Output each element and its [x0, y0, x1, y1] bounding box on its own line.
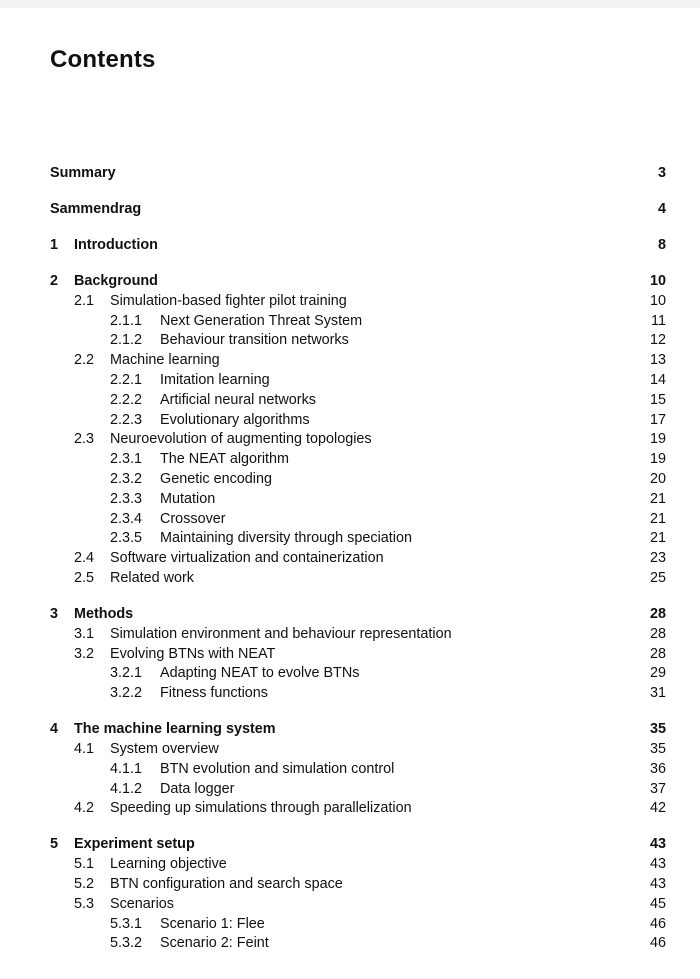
toc-entry-page-number: 43 [649, 876, 666, 892]
toc-entry-number: 1 [50, 237, 59, 253]
toc-entry-number: 2.1.1 [110, 312, 143, 329]
toc-entry-3-2-evolving-btns-with-neat[interactable] [0, 644, 700, 664]
toc-entry-2-5-related-work[interactable] [0, 568, 700, 588]
toc-entry-title: Behaviour transition networks [160, 332, 349, 349]
toc-entry-page-number: 19 [649, 451, 666, 468]
toc-entry-page-number: 28 [649, 606, 666, 622]
toc-entry-page-number: 25 [649, 570, 666, 586]
toc-entry-page-number: 4 [657, 201, 666, 217]
toc-entry-2-2-2-artificial-neural-networks[interactable] [0, 390, 700, 410]
toc-entry-title: Evolving BTNs with NEAT [110, 645, 276, 662]
toc-entry-page-number: 15 [649, 391, 666, 408]
toc-entry-2-2-3-evolutionary-algorithms[interactable] [0, 410, 700, 430]
toc-entry-2-3-3-mutation[interactable] [0, 489, 700, 509]
toc-entry-number: 2.2.2 [110, 391, 143, 408]
toc-entry-number: 2.4 [74, 550, 95, 567]
toc-entry-page-number: 45 [649, 895, 666, 912]
toc-entry-5-2-btn-configuration-and-search-space[interactable] [0, 874, 700, 894]
toc-entry-number: 2.2.3 [110, 411, 143, 428]
toc-entry-page-number: 12 [649, 332, 666, 349]
toc-entry-2-1-1-next-generation-threat-system[interactable] [0, 311, 700, 331]
toc-entry-title: Background [74, 273, 158, 289]
toc-entry-page-number: 11 [651, 312, 666, 329]
toc-entry-page-number: 43 [649, 856, 666, 873]
toc-entry-number: 2.1.2 [110, 332, 143, 349]
toc-entry-page-number: 21 [649, 510, 666, 527]
toc-entry-number: 2.2 [74, 352, 95, 369]
toc-entry-title: System overview [110, 741, 219, 757]
toc-entry-2-background[interactable] [0, 271, 700, 291]
toc-entry-title: Adapting NEAT to evolve BTNs [160, 665, 360, 682]
toc-entry-title: Mutation [160, 490, 216, 507]
toc-entry-title: Fitness functions [160, 685, 268, 702]
toc-entry-page-number: 10 [649, 273, 666, 289]
toc-entry-title: Maintaining diversity through speciation [160, 530, 412, 547]
toc-entry-page-number: 21 [649, 490, 666, 507]
toc-entry-title: Imitation learning [160, 372, 270, 388]
toc-entry-title: Experiment setup [74, 836, 195, 853]
toc-entry-summary[interactable] [0, 163, 700, 183]
toc-entry-page-number: 31 [649, 685, 666, 702]
toc-entry-page-number: 10 [649, 292, 666, 309]
toc-entry-title: Software virtualization and containerization [110, 550, 384, 567]
toc-entry-2-3-5-maintaining-diversity-through-speciation[interactable] [0, 528, 700, 548]
toc-entry-title: Scenarios [110, 895, 174, 912]
toc-entry-page-number: 13 [649, 352, 666, 369]
toc-entry-number: 2.3.4 [110, 510, 143, 527]
toc-entry-page-number: 19 [649, 431, 666, 448]
toc-entry-2-3-4-crossover[interactable] [0, 509, 700, 529]
toc-entry-sammendrag[interactable] [0, 199, 700, 219]
toc-entry-number: 5.1 [74, 856, 95, 873]
toc-entry-page-number: 43 [649, 836, 666, 853]
toc-entry-page-number: 46 [649, 935, 666, 952]
toc-entry-number: 2.2.1 [110, 372, 143, 388]
toc-entry-number: 5 [50, 836, 59, 853]
toc-entry-number: 4.2 [74, 800, 95, 817]
toc-entry-number: 3.2 [74, 645, 95, 662]
toc-entry-number: 3 [50, 606, 59, 622]
toc-entry-4-1-system-overview[interactable] [0, 739, 700, 759]
toc-entry-4-1-1-btn-evolution-and-simulation-control[interactable] [0, 759, 700, 779]
toc-entry-title: BTN evolution and simulation control [160, 760, 395, 777]
toc-entry-page-number: 28 [649, 645, 666, 662]
toc-entry-title: Simulation-based fighter pilot training [110, 292, 347, 309]
toc-entry-title: Crossover [160, 510, 226, 527]
toc-entry-page-number: 35 [649, 741, 666, 757]
toc-entry-title: Data logger [160, 780, 235, 797]
toc-entry-title: Speeding up simulations through parallelization [110, 800, 412, 817]
toc-entry-number: 4 [50, 721, 59, 738]
toc-entry-number: 2.5 [74, 570, 95, 586]
toc-entry-number: 2.3.5 [110, 530, 143, 547]
toc-entry-number: 5.3.1 [110, 915, 143, 932]
toc-entry-1-introduction[interactable] [0, 235, 700, 255]
toc-entry-number: 4.1.2 [110, 780, 143, 797]
toc-entry-page-number: 8 [657, 237, 666, 253]
toc-entry-number: 2.1 [74, 292, 95, 309]
toc-entry-number: 2.3.3 [110, 490, 143, 507]
toc-entry-5-3-2-scenario-2-feint[interactable] [0, 933, 700, 953]
toc-entry-number: 3.1 [74, 625, 95, 642]
page-title: Contents [50, 46, 156, 73]
toc-entry-number: 2 [50, 273, 59, 289]
toc-entry-number: 2.3.1 [110, 451, 143, 468]
toc-entry-5-3-1-scenario-1-flee[interactable] [0, 914, 700, 934]
toc-entry-title: Scenario 1: Flee [160, 915, 265, 932]
toc-entry-number: 3.2.2 [110, 685, 143, 702]
toc-entry-number: 2.3.2 [110, 471, 143, 487]
toc-entry-title: Learning objective [110, 856, 227, 873]
toc-entry-3-2-1-adapting-neat-to-evolve-btns[interactable] [0, 663, 700, 683]
toc-entry-2-4-software-virtualization-and-containerization[interactable] [0, 548, 700, 568]
toc-entry-2-3-1-the-neat-algorithm[interactable] [0, 449, 700, 469]
page-top-strip [0, 0, 700, 8]
toc-entry-5-experiment-setup[interactable] [0, 834, 700, 854]
toc-entry-title: Methods [74, 606, 134, 622]
toc-entry-3-methods[interactable] [0, 604, 700, 624]
toc-entry-title: Machine learning [110, 352, 220, 369]
toc-entry-5-1-learning-objective[interactable] [0, 854, 700, 874]
toc-entry-2-1-2-behaviour-transition-networks[interactable] [0, 330, 700, 350]
toc-entry-title: Introduction [74, 237, 158, 253]
toc-entry-5-3-scenarios[interactable] [0, 894, 700, 914]
toc-entry-title: Evolutionary algorithms [160, 411, 310, 428]
toc-entry-page-number: 28 [649, 625, 666, 642]
toc-entry-number: 5.3 [74, 895, 95, 912]
toc-entry-page-number: 46 [649, 915, 666, 932]
toc-entry-2-3-2-genetic-encoding[interactable] [0, 469, 700, 489]
toc-entry-number: 3.2.1 [110, 665, 143, 682]
toc-entry-page-number: 35 [649, 721, 666, 738]
toc-entry-2-2-machine-learning[interactable] [0, 350, 700, 370]
toc-entry-number: 2.3 [74, 431, 95, 448]
toc-entry-number: 5.3.2 [110, 935, 143, 952]
toc-entry-title: The machine learning system [74, 721, 276, 738]
toc-entry-2-2-1-imitation-learning[interactable] [0, 370, 700, 390]
toc-entry-title: Genetic encoding [160, 471, 273, 487]
toc-entry-4-2-speeding-up-simulations-through-parallelization[interactable] [0, 798, 700, 818]
toc-entry-3-2-2-fitness-functions[interactable] [0, 683, 700, 703]
toc-entry-title: Summary [50, 165, 116, 181]
toc-entry-title: BTN configuration and search space [110, 876, 343, 892]
toc-entry-page-number: 14 [649, 372, 666, 388]
toc-entry-page-number: 21 [649, 530, 666, 547]
toc-entry-page-number: 3 [657, 165, 666, 181]
toc-entry-title: The NEAT algorithm [160, 451, 290, 468]
toc-entry-page-number: 23 [649, 550, 666, 567]
toc-entry-page-number: 42 [649, 800, 666, 817]
toc-entry-4-the-machine-learning-system[interactable] [0, 719, 700, 739]
toc-entry-2-3-neuroevolution-of-augmenting-topologies[interactable] [0, 429, 700, 449]
toc-entry-page-number: 37 [649, 780, 666, 797]
toc-entry-title: Artificial neural networks [160, 391, 316, 408]
toc-entry-page-number: 36 [649, 760, 666, 777]
toc-entry-title: Next Generation Threat System [160, 312, 363, 329]
toc-entry-title: Neuroevolution of augmenting topologies [110, 431, 372, 448]
toc-entry-page-number: 20 [649, 471, 666, 487]
toc-entry-title: Scenario 2: Feint [160, 935, 269, 952]
toc-entry-page-number: 17 [649, 411, 666, 428]
toc-entry-4-1-2-data-logger[interactable] [0, 779, 700, 799]
toc-entry-number: 4.1 [74, 741, 95, 757]
toc-entry-3-1-simulation-environment-and-behaviour-representation[interactable] [0, 624, 700, 644]
toc-entry-number: 4.1.1 [110, 760, 143, 777]
toc-entry-page-number: 29 [649, 665, 666, 682]
toc-entry-title: Simulation environment and behaviour representation [110, 625, 452, 642]
toc-entry-title: Related work [110, 570, 194, 586]
toc-entry-number: 5.2 [74, 876, 95, 892]
toc-entry-2-1-simulation-based-fighter-pilot-training[interactable] [0, 291, 700, 311]
toc-entry-title: Sammendrag [50, 201, 142, 217]
